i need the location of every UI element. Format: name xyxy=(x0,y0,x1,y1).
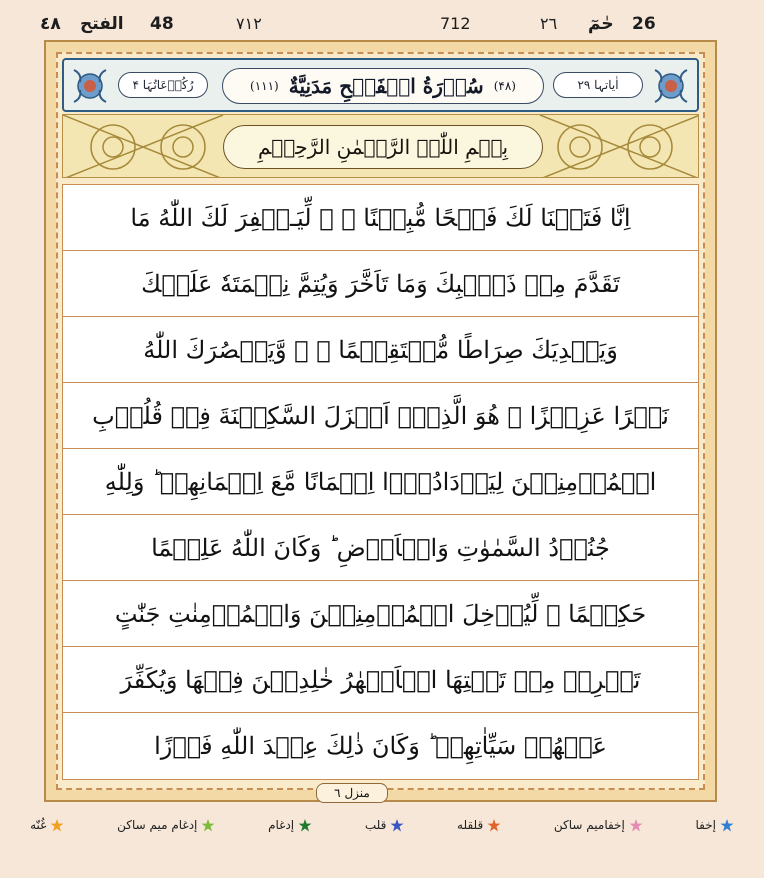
verse-line: الۡمُؤۡمِنِيۡنَ لِيَزۡدَادُوۡۤا اِيۡمَانًا مَّعَ اِيۡمَانِهِمۡ ؕ وَلِلّٰهِ xyxy=(63,449,698,515)
legend-label: إخفا xyxy=(695,818,716,832)
order-number: (۱۱۱) xyxy=(250,79,279,93)
verse-line: نَصۡرًا عَزِيۡزًا ۞ هُوَ الَّذِىۡۤ اَنۡزَلَ السَّكِيۡنَةَ فِىۡ قُلُوۡبِ xyxy=(63,383,698,449)
legend-item xyxy=(30,818,64,832)
bismillah: بِسۡمِ اللّٰہِ الرَّحۡمٰنِ الرَّحِیۡمِ xyxy=(223,125,543,169)
legend-label: إخفاميم ساكن xyxy=(553,818,625,832)
star-icon xyxy=(298,818,312,832)
legend-item xyxy=(696,818,734,832)
ayat-count: اٰیاتہا ۲۹ xyxy=(553,72,643,98)
verse-line: حَكِيۡمًا ۙ لِّيُدۡخِلَ الۡمُؤۡمِنِيۡنَ وَالۡمُؤۡمِنٰتِ جَنّٰتٍ xyxy=(63,581,698,647)
star-icon xyxy=(629,818,643,832)
star-icon xyxy=(487,818,501,832)
legend-label: قلب xyxy=(364,818,387,832)
bismillah-panel xyxy=(62,114,699,178)
juz-name-arabic: حٰمٓ xyxy=(588,14,614,34)
verse-line: تَقَدَّمَ مِنۡ ذَنۡۢبِكَ وَمَا تَاَخَّرَ وَيُتِمَّ نِعۡمَتَهٗ عَلَيۡكَ xyxy=(63,251,698,317)
juz-number-arabic: ٢٦ xyxy=(540,14,558,33)
legend-label: إدغام xyxy=(268,818,295,832)
legend-label: إدغام ميم ساكن xyxy=(117,818,198,832)
star-icon xyxy=(390,818,404,832)
star-icon xyxy=(720,818,734,832)
star-icon xyxy=(50,818,64,832)
legend-label: قلقله xyxy=(457,818,484,832)
tajweed-legend xyxy=(20,810,744,840)
star-icon xyxy=(201,818,215,832)
legend-item xyxy=(554,818,643,832)
surah-title-cartouche xyxy=(222,68,544,104)
surah-number-arabic: ٤٨ xyxy=(40,14,61,34)
surah-name-arabic: الفتح xyxy=(80,14,124,34)
verse-line: وَيَهۡدِيَكَ صِرَاطًا مُّسۡتَقِيۡمًا ۞ ۙ وَّيَنۡصُرَكَ اللّٰهُ xyxy=(63,317,698,383)
manzil-label: منزل ٦ xyxy=(316,783,388,803)
surah-number: 48 xyxy=(150,14,174,34)
verse-line: عَنۡهُمۡ سَيِّاٰتِهِمۡ ؕ وَكَانَ ذٰلِكَ عِنۡدَ اللّٰهِ فَوۡزًا xyxy=(154,732,607,760)
verse-line: جُنُوۡدُ السَّمٰوٰتِ وَالۡاَرۡضِ ؕ وَكَانَ اللّٰهُ عَلِيۡمًا xyxy=(63,515,698,581)
legend-item xyxy=(117,818,215,832)
legend-item xyxy=(365,818,405,832)
floral-ornament-icon xyxy=(70,64,110,108)
verse-line: اِنَّا فَتَحۡنَا لَكَ فَتۡحًا مُّبِيۡنًا ۙ ۞ لِّيَـغۡفِرَ لَكَ اللّٰهُ مَا xyxy=(63,185,698,251)
top-bar xyxy=(40,8,724,42)
surah-title: سُوۡرَةُ الۡفَتۡحِ مَدَنِیَّةٌ xyxy=(288,74,484,98)
page-number-arabic: ٧١٢ xyxy=(236,14,262,33)
legend-label: غُنّه xyxy=(30,818,47,832)
page-number: 712 xyxy=(440,14,471,33)
verse-line: تَجۡرِىۡ مِنۡ تَحۡتِهَا الۡاَنۡهٰرُ خٰلِدِيۡنَ فِيۡهَا وَيُكَفِّرَ xyxy=(63,647,698,713)
juz-number: 26 xyxy=(632,14,656,34)
surah-header xyxy=(62,58,699,112)
legend-item xyxy=(268,818,312,832)
surah-number-label: (۴۸) xyxy=(493,79,516,93)
verse-lines xyxy=(62,184,699,780)
ruku-count: رُکُوۡعَاتُہَا ۴ xyxy=(118,72,208,98)
legend-item xyxy=(457,818,501,832)
floral-ornament-icon xyxy=(651,64,691,108)
page-frame xyxy=(44,40,717,802)
